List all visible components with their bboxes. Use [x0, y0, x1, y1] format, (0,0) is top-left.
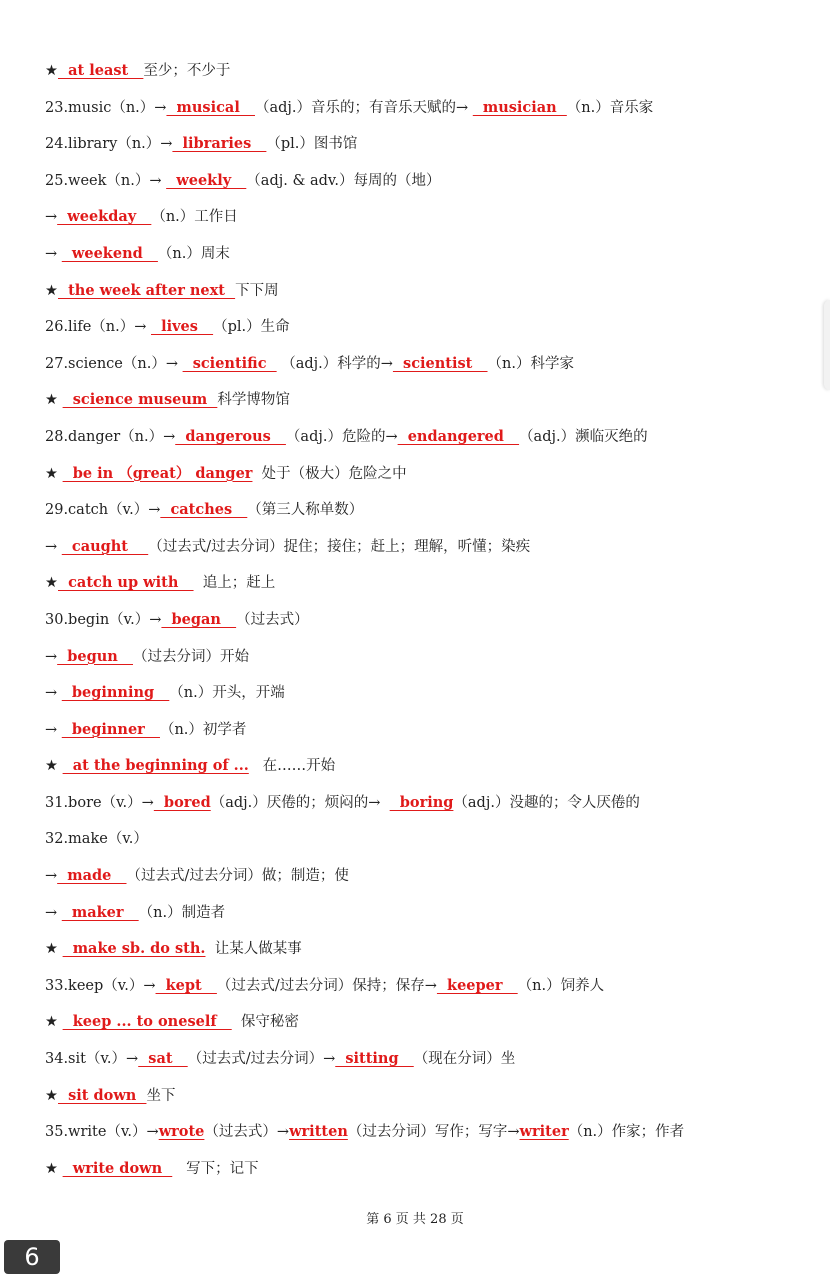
entry-line	[45, 534, 805, 571]
answer-text: weekly	[166, 171, 247, 189]
entry-line	[45, 570, 805, 607]
answer-text: lives	[151, 318, 214, 336]
entry-text: 让某人做某事	[205, 941, 302, 958]
entry-text: →	[45, 904, 62, 921]
entry-line	[45, 58, 805, 95]
entry-line	[45, 204, 805, 241]
answer-text: catches	[160, 501, 248, 519]
entry-text: （过去式/过去分词）做；制造；使	[126, 868, 349, 885]
answer-text: science museum	[62, 391, 218, 409]
answer-text: begun	[57, 647, 133, 665]
entry-line	[45, 1156, 805, 1193]
entry-text: →	[45, 538, 62, 555]
entry-line	[45, 607, 805, 644]
entry-text: （现在分词）坐	[413, 1051, 516, 1068]
entry-line	[45, 1119, 805, 1156]
entry-text: （adj. & adv.）每周的（地）	[246, 172, 441, 189]
entry-line	[45, 936, 805, 973]
answer-text: weekday	[57, 208, 152, 226]
answer-text: weekend	[61, 244, 158, 262]
entry-text: （adj.）音乐的；有音乐天赋的→	[254, 99, 473, 116]
answer-text: bored	[153, 793, 211, 811]
entry-text: （n.）开头，开端	[169, 685, 285, 702]
entry-text: →	[45, 245, 62, 262]
entry-text: ★	[45, 1160, 63, 1177]
answer-text: began	[161, 610, 237, 628]
entry-text: ★	[45, 465, 63, 482]
entry-line	[45, 900, 805, 937]
entry-text: 34.sit（v.）→	[45, 1051, 139, 1068]
entry-text: ★	[45, 282, 58, 299]
answer-text: maker	[61, 903, 139, 921]
side-scroll-handle[interactable]	[824, 300, 830, 390]
entry-line	[45, 241, 805, 278]
entry-text: （adj.）厌倦的；烦闷的→	[210, 794, 390, 811]
entry-text: 30.begin（v.）→	[45, 611, 162, 628]
entry-line	[45, 644, 805, 681]
entry-line	[45, 680, 805, 717]
entry-line	[45, 168, 805, 205]
entry-line	[45, 314, 805, 351]
entry-line	[45, 424, 805, 461]
answer-text: beginner	[61, 720, 160, 738]
entry-text: 29.catch（v.）→	[45, 502, 161, 519]
entry-text: 科学博物馆	[217, 392, 290, 409]
entry-text: （adj.）濒临灭绝的	[519, 428, 648, 445]
entry-text: 下下周	[235, 282, 279, 299]
answer-text: dangerous	[175, 427, 286, 445]
entry-text: 追上；赶上	[193, 575, 276, 592]
answer-text: sit down	[58, 1086, 147, 1104]
entry-text: （过去分词）开始	[132, 648, 249, 665]
entry-text: →	[45, 648, 58, 665]
entry-line	[45, 717, 805, 754]
entry-text: （过去式）→	[204, 1124, 290, 1141]
entry-line	[45, 826, 805, 863]
entry-line	[45, 1009, 805, 1046]
entry-text: ★	[45, 1014, 63, 1031]
answer-text: musical	[166, 98, 255, 116]
entry-text: （n.）音乐家	[566, 99, 654, 116]
entry-text: （过去分词）写作；写字→	[347, 1124, 520, 1141]
entry-line	[45, 790, 805, 827]
entry-text: （adj.）没趣的；令人厌倦的	[453, 794, 640, 811]
entry-text: 25.week（n.）→	[45, 172, 167, 189]
answer-text: sitting	[335, 1050, 414, 1068]
answer-text: catch up with	[58, 574, 194, 592]
entry-text: →	[45, 868, 58, 885]
entry-text: （第三人称单数）	[247, 502, 364, 519]
entry-text: 26.life（n.）→	[45, 319, 151, 336]
entry-line	[45, 95, 805, 132]
answer-text: endangered	[397, 427, 520, 445]
answer-text: written	[289, 1123, 348, 1141]
entry-text: 28.danger（n.）→	[45, 428, 176, 445]
entry-line	[45, 1083, 805, 1120]
answer-text: keep ... to oneself	[62, 1013, 232, 1031]
entry-line	[45, 1046, 805, 1083]
answer-text: wrote	[158, 1123, 205, 1141]
entry-text: ★	[45, 392, 63, 409]
entry-text: （n.）周末	[157, 245, 230, 262]
entry-text: （n.）饲养人	[517, 977, 605, 994]
entry-text: 写下；记下	[172, 1160, 259, 1177]
entry-line	[45, 351, 805, 388]
answer-text: write down	[62, 1159, 173, 1177]
answer-text: writer	[519, 1123, 569, 1141]
answer-text: be in （great） danger	[62, 464, 253, 482]
answer-text: beginning	[61, 684, 170, 702]
entry-text: （adj.）科学的→	[276, 355, 393, 372]
entry-text: ★	[45, 758, 63, 775]
answer-text: caught	[61, 537, 149, 555]
entry-text: 31.bore（v.）→	[45, 794, 154, 811]
answer-text: scientific	[182, 354, 277, 372]
entry-text: 23.music（n.）→	[45, 99, 167, 116]
entry-text: （n.）工作日	[151, 209, 238, 226]
answer-text: the week after next	[58, 281, 236, 299]
answer-text: made	[57, 867, 127, 885]
entry-text: （过去式/过去分词）保持；保存→	[216, 977, 437, 994]
answer-text: sat	[138, 1050, 188, 1068]
entry-text: →	[45, 721, 62, 738]
entry-line	[45, 753, 805, 790]
answer-text: at the beginning of ...	[62, 757, 249, 775]
answer-text: scientist	[392, 354, 488, 372]
answer-text: make sb. do sth.	[62, 940, 206, 958]
entry-text: ★	[45, 941, 63, 958]
entry-text: 33.keep（v.）→	[45, 977, 156, 994]
entry-text: 27.science（n.）→	[45, 355, 183, 372]
entry-text: 至少；不少于	[143, 63, 231, 79]
answer-text: musician	[472, 98, 567, 116]
entry-text: 坐下	[146, 1087, 176, 1104]
entry-text: （过去式）	[236, 611, 309, 628]
entry-text: ★	[45, 1087, 58, 1104]
entry-text: 处于（极大）危险之中	[252, 465, 407, 482]
answer-text: kept	[155, 976, 217, 994]
entry-text: （n.）作家；作者	[568, 1124, 685, 1141]
entry-line	[45, 131, 805, 168]
entry-text: 在……开始	[248, 758, 336, 775]
answer-text: at least	[58, 62, 144, 79]
entry-text: →	[45, 209, 58, 226]
entry-line	[45, 863, 805, 900]
entry-text: （过去式/过去分词）捉住；接住；赶上；理解，听懂；染疾	[148, 538, 531, 555]
entry-text: （n.）科学家	[487, 355, 574, 372]
vocabulary-list	[45, 58, 805, 1192]
entry-line	[45, 278, 805, 315]
answer-text: boring	[389, 793, 454, 811]
entry-text: （adj.）危险的→	[285, 428, 398, 445]
page-number-badge: 6	[4, 1240, 60, 1274]
entry-text: （过去式/过去分词）→	[187, 1051, 336, 1068]
entry-text: ★	[45, 63, 58, 79]
entry-text: （pl.）图书馆	[266, 136, 358, 153]
entry-text: （n.）初学者	[159, 721, 247, 738]
entry-line	[45, 973, 805, 1010]
answer-text: libraries	[172, 135, 267, 153]
answer-text: keeper	[436, 976, 518, 994]
entry-line	[45, 497, 805, 534]
entry-text: 35.write（v.）→	[45, 1124, 159, 1141]
entry-text: （pl.）生命	[213, 319, 290, 336]
entry-text: →	[45, 685, 62, 702]
entry-text: 24.library（n.）→	[45, 136, 173, 153]
entry-text: ★	[45, 575, 58, 592]
entry-text: 32.make（v.）	[45, 831, 148, 848]
entry-text: 保守秘密	[231, 1014, 299, 1031]
page-footer: 第 6 页 共 28 页	[366, 1212, 464, 1227]
entry-text: （n.）制造者	[138, 904, 226, 921]
entry-line	[45, 387, 805, 424]
entry-line	[45, 461, 805, 498]
